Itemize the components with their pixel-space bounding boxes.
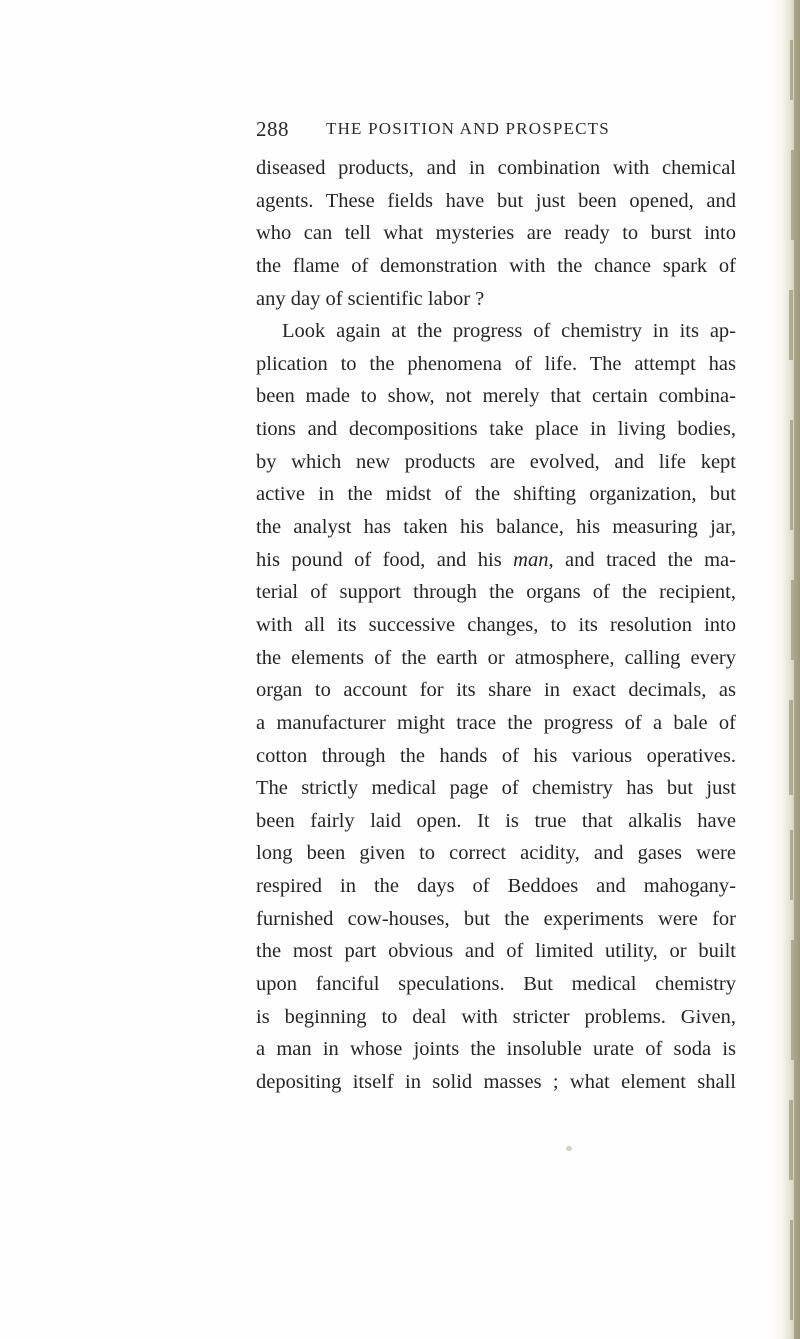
text-line: cotton through the hands of his various operatives. (256, 744, 736, 767)
text-line: Look again at the progress of chemistry in its ap- (282, 320, 736, 343)
text-segment: , and traced the ma- (548, 548, 736, 571)
text-line: active in the midst of the shifting organization, but (256, 483, 736, 506)
running-title: THE POSITION AND PROSPECTS (326, 119, 610, 138)
page-number: 288 (256, 117, 289, 141)
text-line: the elements of the earth or atmosphere, calling every (256, 646, 736, 669)
text-line: agents. These fields have but just been opened, and (256, 189, 736, 212)
text-line: been fairly laid open. It is true that alkalis have (256, 809, 736, 832)
text-line: terial of support through the organs of the recipient, (256, 581, 736, 604)
text-line: furnished cow-houses, but the experiments were for (256, 907, 736, 930)
running-head (256, 117, 736, 141)
text-segment: his pound of food, and his (256, 548, 502, 571)
paper-speck (566, 1146, 572, 1151)
text-line: tions and decompositions take place in living bodies, (256, 418, 736, 441)
text-line: organ to account for its share in exact decimals, as (256, 679, 736, 702)
body-text (256, 152, 736, 1099)
text-line: long been given to correct acidity, and gases were (256, 842, 736, 865)
text-line: any day of scientific labor ? (256, 287, 485, 310)
text-line: diseased products, and in combination with chemical (256, 157, 736, 179)
italic-word: man (513, 548, 549, 571)
text-line: been made to show, not merely that certain combina- (256, 385, 736, 408)
text-line: by which new products are evolved, and life kept (256, 450, 736, 473)
text-line: the flame of demonstration with the chance spark of (256, 254, 736, 277)
text-line: the most part obvious and of limited utility, or built (256, 940, 736, 963)
text-line: The strictly medical page of chemistry has but just (256, 777, 736, 800)
text-line: is beginning to deal with stricter problems. Given, (256, 1005, 736, 1028)
binding-edge-marks (778, 0, 800, 1339)
text-line: respired in the days of Beddoes and mahogany- (256, 875, 736, 898)
text-line: a manufacturer might trace the progress of a bale of (256, 711, 736, 734)
text-line-with-italic (256, 544, 736, 577)
text-line: who can tell what mysteries are ready to burst into (256, 222, 736, 245)
text-line: upon fanciful speculations. But medical chemistry (256, 973, 736, 996)
text-line: a man in whose joints the insoluble urate of soda is (256, 1038, 736, 1061)
text-line: the analyst has taken his balance, his measuring jar, (256, 516, 736, 539)
text-line: plication to the phenomena of life. The attempt has (256, 352, 736, 375)
text-line: with all its successive changes, to its resolution into (256, 613, 736, 636)
text-line: depositing itself in solid masses ; what element shall (256, 1070, 736, 1093)
